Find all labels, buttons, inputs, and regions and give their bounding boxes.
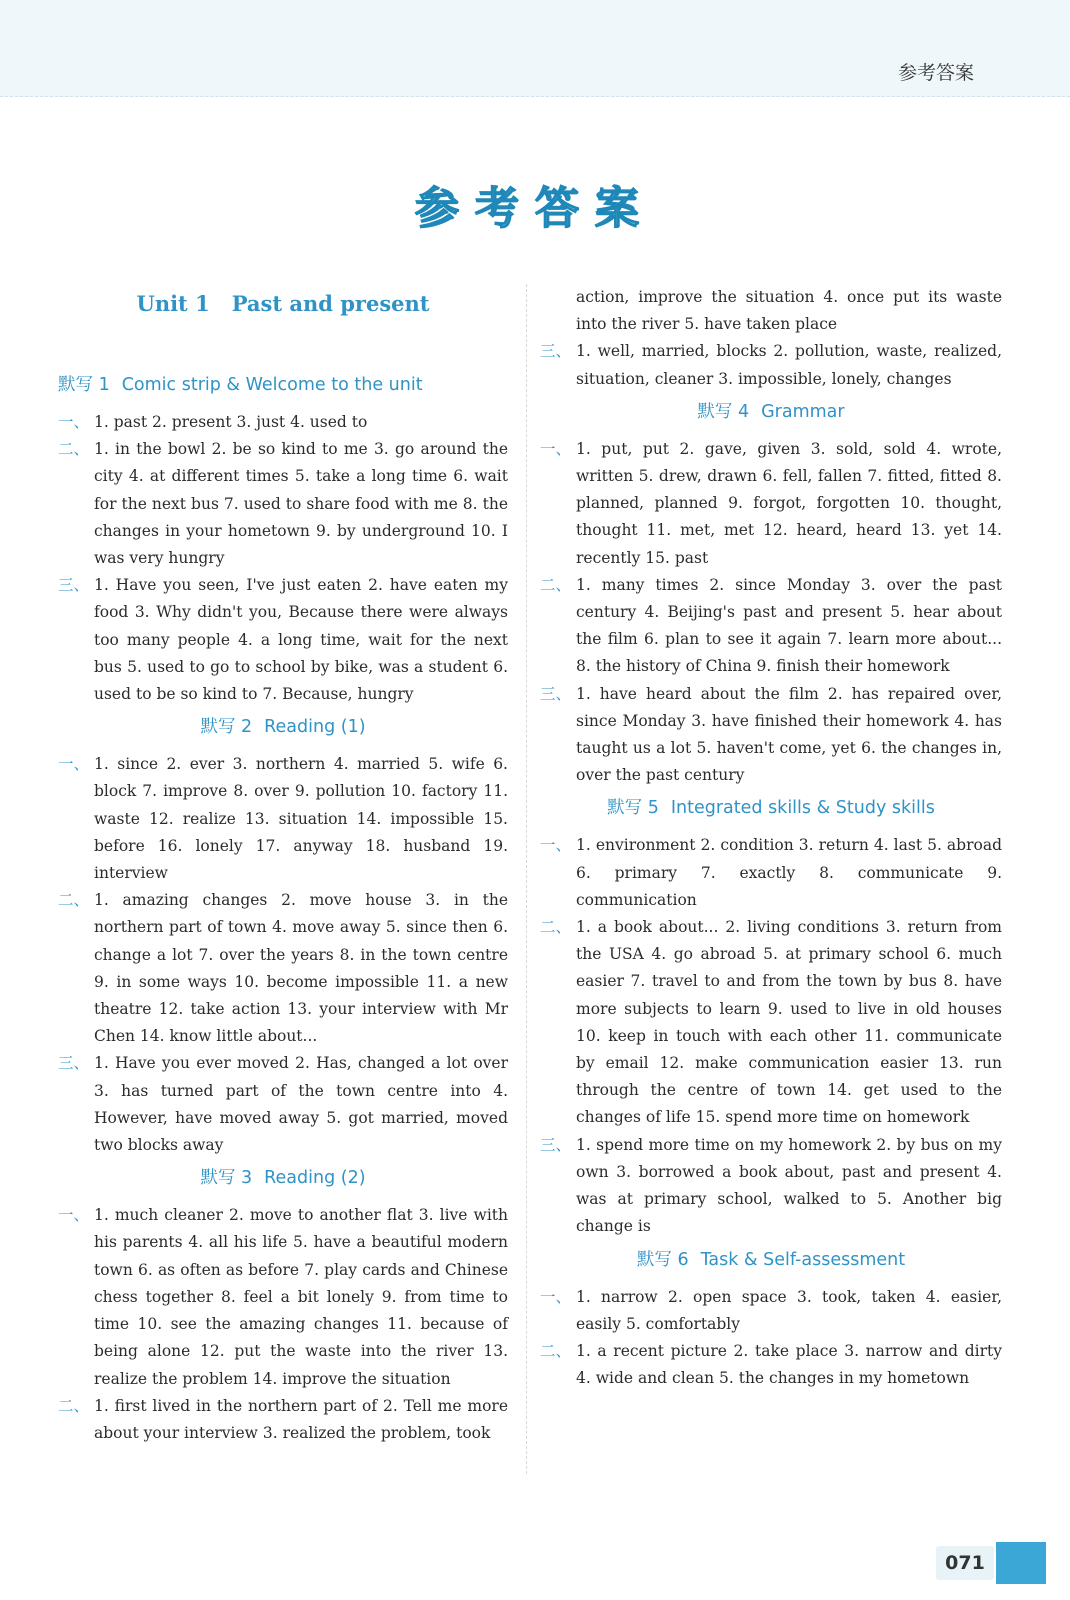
item-text: 1. many times 2. since Monday 3. over the past century 4. Beijing's past and present 5. hear about the film 6. plan to see it again 7. learn more about... 8. the history of China 9. finish their homework	[576, 575, 1002, 676]
item-text: 1. a book about... 2. living conditions 3. return from the USA 4. go abroad 5. at primary school 6. much easier 7. travel to and from the town by bus 8. have more subjects to learn 9. used to live in old houses 10. keep in touch with each other 11. communicate by email 12. make communication easier 13. run through the centre of town 14. get used to the changes of life 15. spend more time on homework	[576, 918, 1002, 1127]
section-title	[540, 399, 1002, 426]
page-title: 参考答案	[415, 183, 655, 234]
item-text: 1. a recent picture 2. take place 3. narrow and dirty 4. wide and clean 5. the changes in my hometown	[576, 1341, 1002, 1388]
answer-item	[58, 887, 508, 1050]
item-marker: 一、	[540, 439, 572, 458]
item-marker: 二、	[58, 440, 90, 459]
section-title	[540, 795, 1002, 822]
section-label: 默写 2	[200, 717, 253, 738]
item-marker: 二、	[58, 891, 90, 910]
section-title	[58, 714, 508, 741]
item-marker: 一、	[540, 836, 572, 855]
item-text: 1. in the bowl 2. be so kind to me 3. go around the city 4. at different times 5. take a long time 6. wait for the next bus 7. used to share food with me 8. the changes in your hometown 9. by underground 10. I was very hungry	[94, 440, 508, 568]
section-title	[58, 1165, 508, 1192]
item-text: 1. well, married, blocks 2. pollution, waste, realized, situation, cleaner 3. impossible, lonely, changes	[576, 342, 1002, 388]
answer-item-continued	[540, 284, 1002, 338]
item-text: 1. Have you ever moved 2. Has, changed a lot over 3. has turned part of the town centre into 4. However, have moved away 5. got married, moved two blocks away	[94, 1054, 508, 1155]
item-marker: 一、	[58, 755, 90, 774]
section-label: 默写 3	[200, 1168, 253, 1189]
item-marker: 三、	[540, 684, 572, 703]
header-title: 参考答案	[897, 62, 974, 84]
unit-number: Unit 1	[136, 291, 210, 316]
answer-item	[540, 338, 1002, 392]
item-text: 1. past 2. present 3. just 4. used to	[94, 413, 368, 431]
answer-item	[58, 1202, 508, 1392]
item-text: action, improve the situation 4. once put its waste into the river 5. have taken place	[576, 288, 1002, 334]
item-text: 1. Have you seen, I've just eaten 2. have eaten my food 3. Why didn't you, Because there were always too many people 4. a long time, wait for the next bus 5. used to go to school by bike, was a student 6. used to be so kind to 7. Because, hungry	[94, 576, 508, 704]
answer-item	[58, 409, 508, 436]
section-title	[58, 372, 508, 399]
item-text: 1. spend more time on my homework 2. by bus on my own 3. borrowed a book about, past and present 4. was at primary school, walked to 5. Another big change is	[576, 1135, 1002, 1236]
section-name: Reading (2)	[264, 1168, 366, 1189]
item-text: 1. amazing changes 2. move house 3. in the northern part of town 4. move away 5. since then 6. change a lot 7. over the years 8. in the town centre 9. in some ways 10. become impossible 11. a new theatre 12. take action 13. your interview with Mr Chen 14. know little about...	[94, 891, 508, 1046]
answer-item	[58, 1050, 508, 1159]
answer-item	[540, 832, 1002, 914]
answer-item	[540, 1338, 1002, 1392]
section-name: Task & Self-assessment	[700, 1249, 906, 1270]
answer-item	[540, 572, 1002, 681]
answer-item	[540, 1132, 1002, 1241]
section-label: 默写 4	[697, 401, 750, 422]
answer-item	[58, 1393, 508, 1447]
section-name: Comic strip & Welcome to the unit	[121, 375, 423, 395]
answer-item	[540, 1284, 1002, 1338]
unit-name: Past and present	[231, 291, 430, 316]
item-marker: 一、	[58, 413, 90, 431]
item-marker: 二、	[540, 575, 572, 594]
item-text: 1. first lived in the northern part of 2. Tell me more about your interview 3. realized the problem, took	[94, 1396, 508, 1442]
answer-item	[58, 572, 508, 708]
unit-title	[58, 284, 508, 324]
right-column	[540, 284, 1002, 1392]
section-title	[540, 1247, 1002, 1274]
item-text: 1. put, put 2. gave, given 3. sold, sold 4. wrote, written 5. drew, drawn 6. fell, fallen 7. fitted, fitted 8. planned, planned 9. forgot, forgotten 10. thought, thought 11. met, met 12. heard, heard 13. yet 14. recently 15. past	[576, 439, 1002, 567]
column-divider	[526, 284, 527, 1474]
answer-item	[58, 436, 508, 572]
item-text: 1. have heard about the film 2. has repaired over, since Monday 3. have finished their homework 4. has taught us a lot 5. haven't come, yet 6. the changes in, over the past century	[576, 684, 1002, 785]
answer-item	[58, 751, 508, 887]
item-marker: 三、	[540, 342, 572, 361]
item-marker: 二、	[540, 1341, 572, 1360]
item-text: 1. much cleaner 2. move to another flat 3. live with his parents 4. all his life 5. have a beautiful modern town 6. as often as before 7. play cards and Chinese chess together 8. feel a bit lonely 9. from time to time 10. see the amazing changes 11. because of being alone 12. put the waste into the river 13. realize the problem 14. improve the situation	[94, 1206, 508, 1388]
section-label: 默写 6	[636, 1249, 689, 1270]
item-marker: 一、	[58, 1206, 90, 1225]
section-label: 默写 5	[607, 798, 659, 819]
answer-item	[540, 436, 1002, 572]
left-column	[58, 284, 508, 1447]
item-marker: 一、	[540, 1287, 572, 1306]
item-marker: 三、	[58, 576, 90, 595]
item-text: 1. narrow 2. open space 3. took, taken 4. easier, easily 5. comfortably	[576, 1287, 1002, 1333]
item-marker: 二、	[58, 1396, 90, 1415]
page-number: 071	[936, 1546, 994, 1580]
section-label: 默写 1	[58, 375, 110, 395]
section-name: Grammar	[761, 401, 845, 422]
item-marker: 三、	[540, 1135, 572, 1154]
item-marker: 三、	[58, 1054, 90, 1073]
section-name: Integrated skills & Study skills	[670, 798, 935, 819]
corner-tab	[996, 1542, 1046, 1584]
answer-item	[540, 681, 1002, 790]
section-name: Reading (1)	[264, 717, 366, 738]
answer-item	[540, 914, 1002, 1132]
item-text: 1. since 2. ever 3. northern 4. married 5. wife 6. block 7. improve 8. over 9. pollution 10. factory 11. waste 12. realize 13. situation 14. impossible 15. before 16. lonely 17. anyway 18. husband 19. interview	[94, 755, 508, 883]
item-text: 1. environment 2. condition 3. return 4. last 5. abroad 6. primary 7. exactly 8. communicate 9. communication	[576, 836, 1002, 909]
item-marker: 二、	[540, 918, 572, 937]
